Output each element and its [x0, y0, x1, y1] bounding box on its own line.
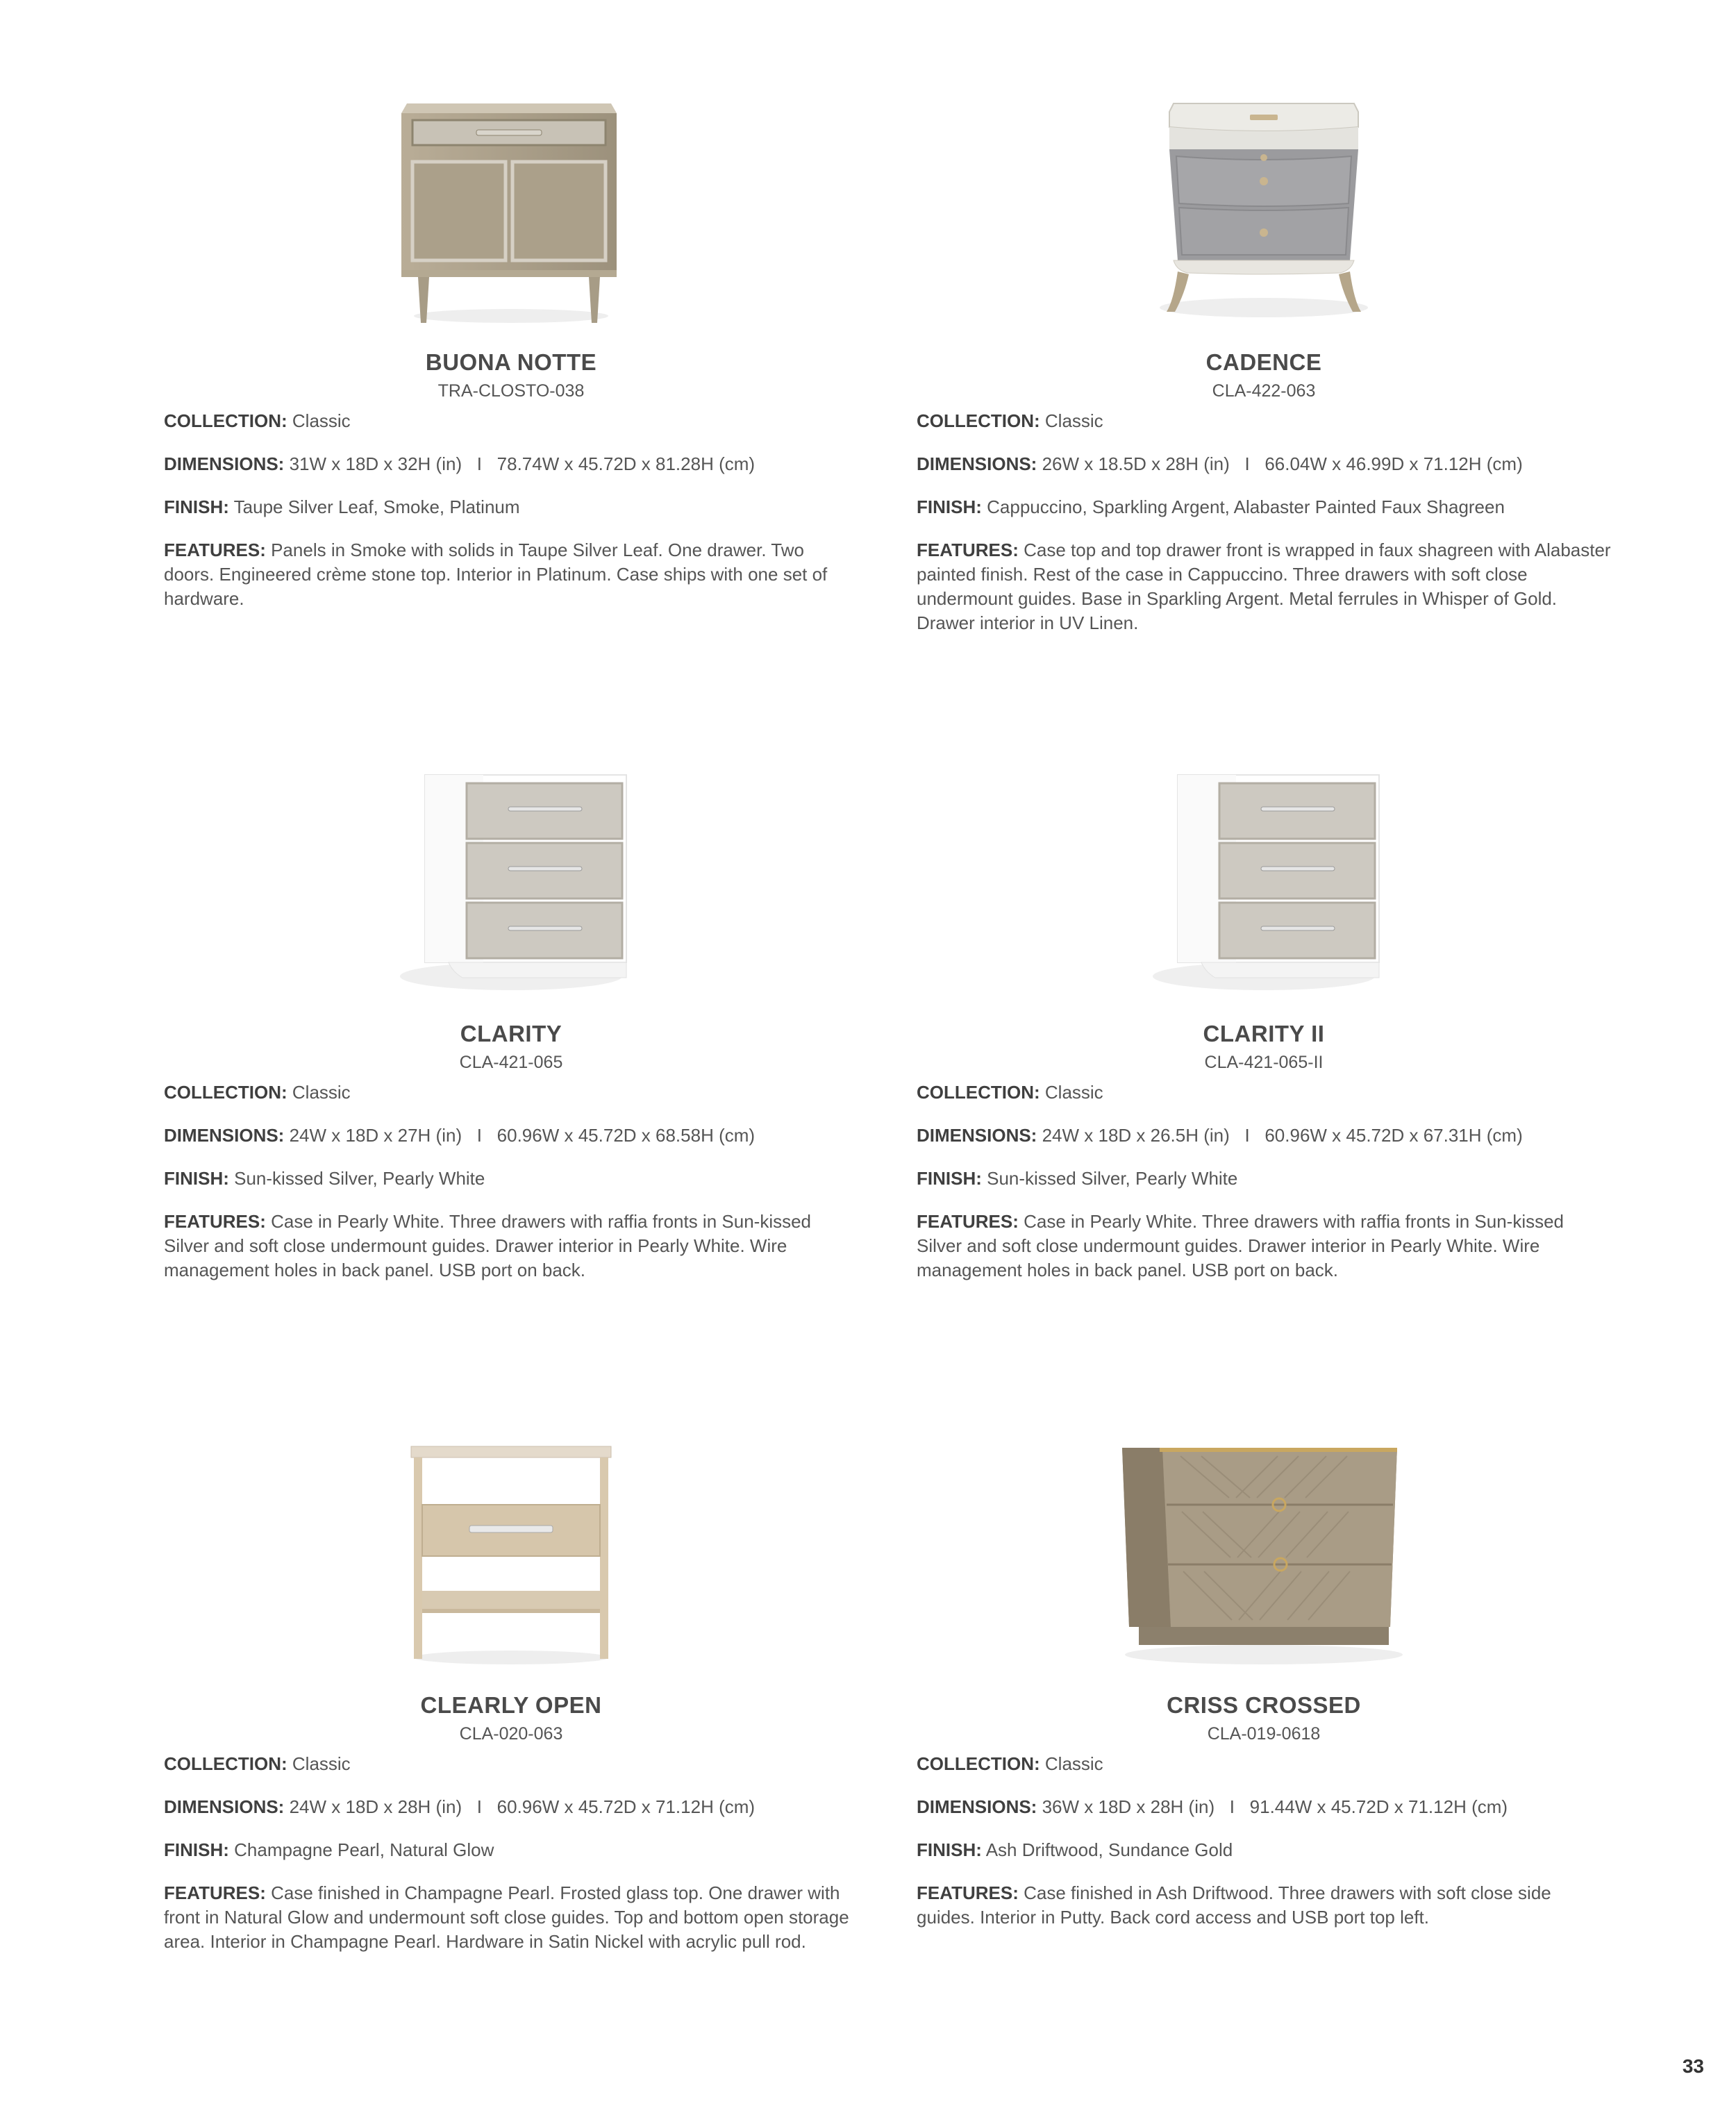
spec-finish — [164, 1838, 858, 1862]
spec-value: Classic — [292, 1082, 351, 1103]
product-specs — [164, 1752, 858, 1973]
spec-value: 24W x 18D x 26.5H (in) I 60.96W x 45.72D x 67.31H (cm) — [1042, 1125, 1523, 1146]
spec-label: DIMENSIONS: — [917, 1125, 1037, 1146]
product-sku: CLA-019-0618 — [1207, 1724, 1321, 1744]
spec-collection — [917, 409, 1611, 433]
spec-features — [164, 1881, 858, 1954]
spec-value: Case top and top drawer front is wrapped in faux shagreen with Alabaster painted finish. Rest of the case in Cappuccino. Three drawers with soft close undermount guides. Base in Sparkling Argent. Metal ferrules in Whisper of Gold. Drawer interior in UV Linen. — [917, 540, 1611, 633]
spec-label: FEATURES: — [917, 1211, 1019, 1232]
spec-label: COLLECTION: — [164, 410, 287, 431]
spec-finish — [917, 1167, 1611, 1191]
product-specs — [164, 1080, 858, 1301]
product-image — [164, 99, 858, 335]
spec-collection — [917, 1752, 1611, 1776]
page-number: 33 — [1682, 2055, 1704, 2077]
product-image — [164, 1442, 858, 1678]
spec-collection — [917, 1080, 1611, 1105]
spec-dimensions — [917, 1795, 1611, 1819]
product-image — [917, 771, 1611, 1007]
spec-features — [164, 538, 858, 611]
spec-value: 36W x 18D x 28H (in) I 91.44W x 45.72D x 71.12H (cm) — [1042, 1796, 1508, 1817]
product-sku: CLA-020-063 — [459, 1724, 563, 1744]
spec-value: Classic — [1044, 1082, 1103, 1103]
spec-label: FEATURES: — [917, 540, 1019, 560]
spec-value: Case in Pearly White. Three drawers with raffia fronts in Sun-kissed Silver and soft close undermount guides. Drawer interior in Pearly White. Wire management holes in back panel. USB port on back. — [917, 1211, 1564, 1280]
spec-value: 24W x 18D x 28H (in) I 60.96W x 45.72D x 71.12H (cm) — [289, 1796, 756, 1817]
spec-label: COLLECTION: — [917, 410, 1040, 431]
product-specs — [164, 409, 858, 630]
product-sku: CLA-422-063 — [1212, 381, 1316, 401]
spec-label: DIMENSIONS: — [164, 453, 285, 474]
spec-value: Case finished in Ash Driftwood. Three drawers with soft close side guides. Interior in Putty. Back cord access and USB port top left. — [917, 1882, 1551, 1928]
spec-features — [164, 1210, 858, 1283]
product-sku: CLA-421-065 — [459, 1053, 563, 1072]
spec-value: Panels in Smoke with solids in Taupe Silver Leaf. One drawer. Two doors. Engineered crème stone top. Interior in Platinum. Case ships with one set of hardware. — [164, 540, 828, 609]
product-name: CADENCE — [1205, 349, 1322, 375]
spec-label: FINISH: — [917, 496, 982, 517]
spec-collection — [164, 1752, 858, 1776]
spec-value: Cappuccino, Sparkling Argent, Alabaster Painted Faux Shagreen — [987, 496, 1505, 517]
spec-value: 31W x 18D x 32H (in) I 78.74W x 45.72D x 81.28H (cm) — [289, 453, 756, 474]
product-sku: TRA-CLOSTO-038 — [437, 381, 585, 401]
spec-dimensions — [917, 1123, 1611, 1148]
product-name: CLARITY II — [1203, 1021, 1325, 1046]
spec-features — [917, 538, 1611, 635]
spec-label: COLLECTION: — [917, 1082, 1040, 1103]
spec-value: Champagne Pearl, Natural Glow — [234, 1839, 494, 1860]
spec-value: Classic — [1044, 410, 1103, 431]
spec-dimensions — [164, 452, 858, 476]
spec-label: COLLECTION: — [917, 1753, 1040, 1774]
product-image — [917, 1442, 1611, 1678]
spec-label: DIMENSIONS: — [917, 1796, 1037, 1817]
product-specs — [917, 1752, 1611, 1948]
spec-finish — [164, 495, 858, 519]
spec-value: Taupe Silver Leaf, Smoke, Platinum — [233, 496, 520, 517]
spec-value: Classic — [292, 1753, 351, 1774]
spec-label: FINISH: — [917, 1839, 982, 1860]
spec-value: 24W x 18D x 27H (in) I 60.96W x 45.72D x 68.58H (cm) — [289, 1125, 756, 1146]
product-specs — [917, 1080, 1611, 1301]
spec-features — [917, 1210, 1611, 1283]
product-image — [164, 771, 858, 1007]
spec-value: 26W x 18.5D x 28H (in) I 66.04W x 46.99D x 71.12H (cm) — [1042, 453, 1523, 474]
spec-label: FINISH: — [164, 1839, 229, 1860]
spec-value: Case in Pearly White. Three drawers with raffia fronts in Sun-kissed Silver and soft close undermount guides. Drawer interior in Pearly White. Wire management holes in back panel. USB port on back. — [164, 1211, 812, 1280]
spec-label: FINISH: — [164, 1168, 229, 1189]
spec-dimensions — [164, 1795, 858, 1819]
spec-collection — [164, 1080, 858, 1105]
product-image — [917, 99, 1611, 335]
spec-dimensions — [917, 452, 1611, 476]
spec-label: DIMENSIONS: — [917, 453, 1037, 474]
spec-label: FINISH: — [164, 496, 229, 517]
product-sku: CLA-421-065-II — [1204, 1053, 1324, 1072]
spec-label: FEATURES: — [164, 1211, 266, 1232]
spec-label: FEATURES: — [917, 1882, 1019, 1903]
product-name: BUONA NOTTE — [425, 349, 597, 375]
product-name: CLARITY — [460, 1021, 562, 1046]
product-name: CRISS CROSSED — [1167, 1692, 1361, 1718]
spec-value: Sun-kissed Silver, Pearly White — [234, 1168, 485, 1189]
spec-value: Classic — [1044, 1753, 1103, 1774]
product-specs — [917, 409, 1611, 654]
spec-features — [917, 1881, 1611, 1930]
spec-value: Case finished in Champagne Pearl. Frosted glass top. One drawer with front in Natural Glow and undermount soft close guides. Top and bottom open storage area. Interior in Champagne Pearl. Hardware in Satin Nickel with acrylic pull rod. — [164, 1882, 849, 1952]
spec-collection — [164, 409, 858, 433]
spec-value: Classic — [292, 410, 351, 431]
spec-label: DIMENSIONS: — [164, 1796, 285, 1817]
spec-finish — [917, 1838, 1611, 1862]
spec-finish — [917, 495, 1611, 519]
spec-value: Ash Driftwood, Sundance Gold — [985, 1839, 1233, 1860]
spec-dimensions — [164, 1123, 858, 1148]
spec-label: COLLECTION: — [164, 1753, 287, 1774]
spec-value: Sun-kissed Silver, Pearly White — [987, 1168, 1238, 1189]
spec-label: COLLECTION: — [164, 1082, 287, 1103]
spec-label: FEATURES: — [164, 540, 266, 560]
spec-label: DIMENSIONS: — [164, 1125, 285, 1146]
product-name: CLEARLY OPEN — [420, 1692, 602, 1718]
spec-label: FEATURES: — [164, 1882, 266, 1903]
spec-finish — [164, 1167, 858, 1191]
spec-label: FINISH: — [917, 1168, 982, 1189]
